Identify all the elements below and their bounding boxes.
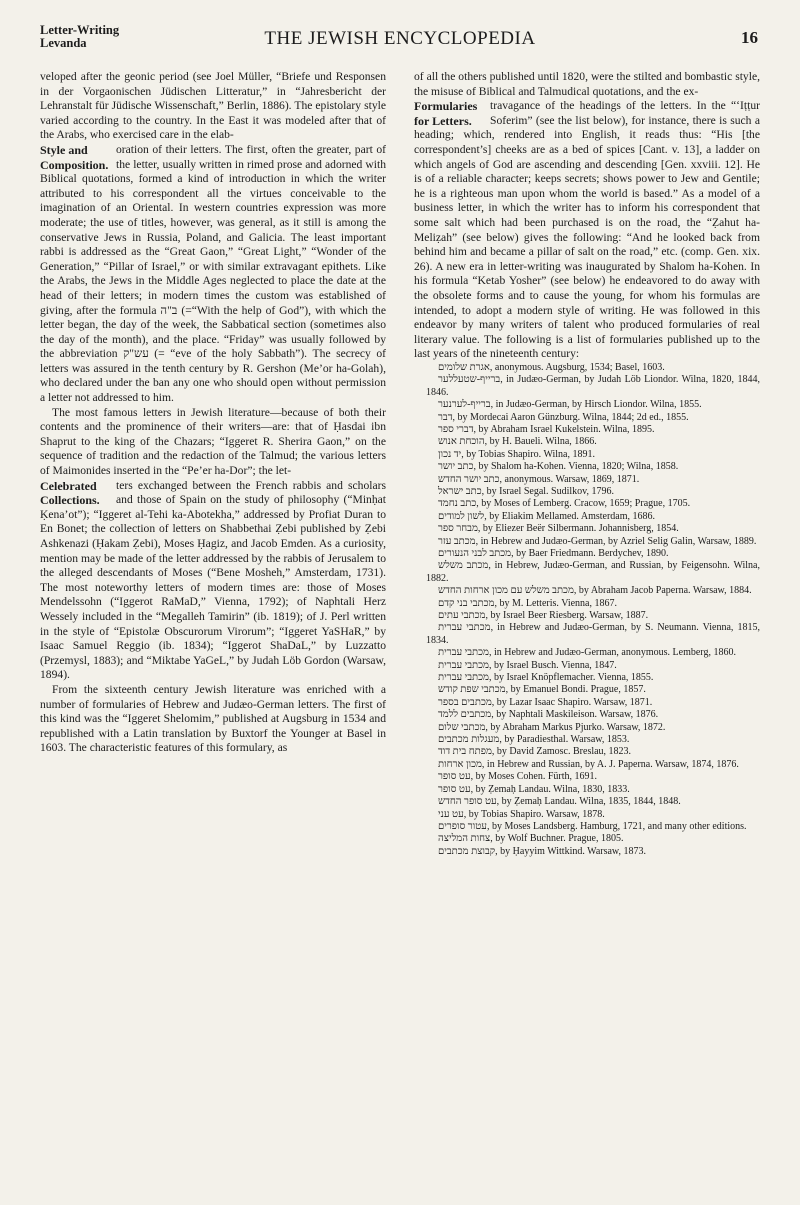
bibliography-entry: מכתבי בני קדם, by M. Letteris. Vienna, 1867. (438, 597, 617, 609)
bibliography-entry: מכתב לבני הנעורים, by Baer Friedmann. Berdychev, 1890. (438, 547, 669, 559)
bibliography-entry: מבחר ספר, by Eliezer Beër Silbermann. Johannisberg, 1854. (438, 523, 679, 535)
page-number: 16 (741, 28, 758, 47)
paragraph: of all the others published until 1820, were the stilted and bombastic style, the misuse of Biblical and Talmudical quotations, and the ex- (414, 70, 760, 98)
publication-title: THE JEWISH ENCYCLOPEDIA (264, 28, 536, 49)
paragraph: ters exchanged between the French rabbis and scholars and those of Spain on the study of philosophy (“Minḥat Ḳena’ot”); “Iggeret al-Tehi ka-Abotekha,” addressed by Profiat Duran to En Bonet; the collection of letters on Shabbethai Ẓebi published by Ẓebi Ashkenazi (Ḥakam Ẓebi), Moses Ḥagiz, and Jacob Emden. As a curiosity, mention may be made of the letter addressed by the rabbis of Jerusalem to the alleged descendants of Moses (“Bene Mosheh,” Amsterdam, 1731). The most noteworthy letters of modern times are: those of Moses Mendelssohn (“Iggerot RaMaD,” Vienna, 1792); of Naphtali Herz Wessely included in the “Megalleh Tamirin” (ib. 1819); of J. Perl written in the style of “Epistolæ Obscurorum Virorum”; “Iggeret YaSHaR,” by Isaac Samuel Reggio (ib. 1834); “Iggerot ShaDaL,” by Luzzatto (Przemysl, 1883); and “Miktabe YaGeL,” by Judah Löb Gordon (Warsaw, 1894). (40, 478, 386, 682)
bibliography-entry: עט סופר, by Ẓemaḥ Landau. Wilna, 1830, 1833. (438, 783, 630, 795)
bibliography-entry: מכתבי עברית, in Hebrew and Judæo-German, by S. Neumann. Vienna, 1815, 1834. (426, 622, 761, 646)
running-head-line-2: Levanda (40, 36, 87, 50)
bibliography-entry: מכתבי עתים, by Israel Beer Riesberg. Warsaw, 1887. (438, 610, 649, 621)
paragraph: From the sixteenth century Jewish literature was enriched with a number of formularies of Hebrew and Judæo-German letters. The first of this kind was the “Iggeret Shelomim,” published at Augsburg in 1534 and republished with a Latin translation by Buxtorf the Younger at Basel in 1603. The characteristic features of this formulary, as (40, 682, 386, 755)
paragraph: oration of their letters. The first, often the greater, part of the letter, usually written in rimed prose and adorned with Biblical quotations, formed a kind of introduction in which the writer attributed to his correspondent all the virtues conceivable to the imagination of an Oriental. In western countries expression was more moderate; the use of titles, however, was general, as it still is among the conservative Jews in Russia, Poland, and Galicia. The least important rabbi is addressed as the “Great Gaon,” “Great Light,” “Wonder of the Generation,” “Pillar of Israel,” or with similar extravagant epithets. Like the Arabs, the Jews in the Middle Ages neglected to place the date at the head of their letters; in modern times the custom was established of giving, after the formula ב"ה (=“With the help of God”), with which the letter began, the day of the week, the Sabbatical section (sometimes also the day of the month), and the place. “Friday” was usually followed by the abbreviation עש"ק (= “eve of the holy Sabbath”). The secrecy of letters was assured in the tenth century by R. Gershon (Me’or ha-Golah), who declared under the ban any one who should open without permission a letter not addressed to him. (40, 142, 386, 405)
paragraph: veloped after the geonic period (see Joel Müller, “Briefe und Responsen in der Vorgaonischen Jüdischen Litteratur,” in “Jahresbericht der Lehranstalt für Jüdische Wissenschaft,” Berlin, 1886). The epistolary style varied according to the country. In the East it was modeled after that of the Arabs, who exercised care in the elab- (40, 70, 386, 142)
paragraph: travagance of the headings of the letters. In the “‘Iṭṭur Soferim” (see the list below), for instance, there is such a heading; which, rendered into English, it reads thus: “His [the correspondent’s] cheeks are as a bed of spices [Cant. v. 13], a ladder on which angels of God are ascending and descending [Gen. xxviii. 12]. He is of a reliable character; keeps secrets; shows power to Jew and Gentile; he is a righteous man upon whom the world is based.” As a model of a business letter, in which the writer has to inform his correspondent that some salt which had been purchased is on the road, the “Ẓahut ha-Meliẓah” (see below) gives the following: “And he looked back from behind him and became a pillar of salt on the road,” etc. (comp. Gen. xix. 26). A new era in letter-writing was inaugurated by Shalom ha-Kohen. In his formula “Ketab Yosher” (see below) he endeavored to do away with the obsolete forms and to cause the young, for whom his formulas are intended, to adopt a modern style of writing. He was followed in this endeavor by many writers of talent who produced formularies of real literary value. The following is a list of formularies published up to the last years of the nineteenth century: (414, 99, 760, 361)
bibliography-entry: מכתבי עברית, by Israel Knöpflemacher. Vienna, 1855. (438, 672, 654, 684)
bibliography-entry: דברי ספר, by Abraham Israel Kukelstein. Wilna, 1895. (438, 423, 655, 435)
bibliography-entry: כתב יושר, by Shalom ha-Kohen. Vienna, 1820; Wilna, 1858. (438, 461, 679, 473)
bibliography-entry: צחות המליצה, by Wolf Buchner. Prague, 1805. (438, 833, 624, 845)
side-note: Celebrated Collections. (40, 478, 100, 508)
bibliography-entry: מכתבי עברית, in Hebrew and Judæo-German, anonymous. Lemberg, 1860. (438, 647, 736, 659)
bibliography-entry: מפתח בית דוד, by David Zamosc. Breslau, 1823. (438, 746, 632, 758)
bibliography-entry: כתב יושר החדש, anonymous. Warsaw, 1869, 1871. (438, 473, 640, 485)
bibliography-entry: מכתב משלש, in Hebrew, Judæo-German, and Russian, by Feigensohn. Wilna, 1882. (426, 560, 760, 584)
bibliography-entry: מכון ארחות, in Hebrew and Russian, by A. J. Paperna. Warsaw, 1874, 1876. (438, 758, 739, 770)
bibliography-entry: אגרת שלומים, anonymous. Augsburg, 1534; Basel, 1603. (438, 361, 665, 373)
bibliography-entry: לשון למודים, by Eliakim Mellamed. Amsterdam, 1686. (438, 510, 656, 522)
paragraph: The most famous letters in Jewish literature—because of both their contents and the prominence of their writers—are: that of Ḥasdai ibn Shaprut to the king of the Chazars; “Iggeret R. Sherira Gaon,” on the sequence of tradition and the redaction of the Talmud; the various letters of Maimonides inserted in the “Pe’er ha-Dor”; the let- (40, 405, 386, 478)
bibliography-entry: ברייף-שטעללער, in Judæo-German, by Judah Löb Liondor. Wilna, 1820, 1844, 1846. (426, 374, 760, 398)
bibliography-entry: מעגלות מכתבים, by Paradiesthal. Warsaw, 1853. (438, 734, 630, 746)
bibliography-entry: עטור סופרים, by Moses Landsberg. Hamburg, 1721, and many other editions. (438, 820, 747, 832)
bibliography-entry: מכתבים בספר, by Lazar Isaac Shapiro. Warsaw, 1871. (438, 696, 653, 708)
bibliography-entry: כתב נחמד, by Moses of Lemberg. Cracow, 1659; Prague, 1705. (438, 498, 691, 510)
bibliography-entry: כתב ישראל, by Israel Segal. Sudilkov, 1796. (438, 485, 615, 497)
right-column (414, 70, 760, 858)
running-head-line-1: Letter-Writing (40, 23, 120, 37)
bibliography-entry: מכתבי שפת קודש, by Emanuel Bondi. Prague, 1857. (438, 684, 646, 696)
bibliography-entry: ברייף-לערנער, in Judæo-German, by Hirsch Liondor. Wilna, 1855. (438, 399, 702, 411)
side-note: Style and Composition. (40, 142, 109, 172)
bibliography-entry: מכתבים ללמד, by Naphtali Maskileison. Warsaw, 1876. (438, 709, 659, 721)
bibliography-entry: מכתבי עברית, by Israel Busch. Vienna, 1847. (438, 659, 617, 671)
bibliography-list (414, 362, 760, 858)
bibliography-entry: מכתבי שלום, by Abraham Markus Pjurko. Warsaw, 1872. (438, 721, 666, 733)
bibliography-entry: עט סופר החדש, by Ẓemaḥ Landau. Wilna, 1835, 1844, 1848. (438, 796, 681, 808)
bibliography-entry: יד נכון, by Tobias Shapiro. Wilna, 1891. (438, 448, 595, 460)
side-note: Formularies for Letters. (414, 99, 478, 128)
bibliography-entry: הוכחת אנוש, by H. Baueli. Wilna, 1866. (438, 436, 597, 448)
bibliography-entry: מכתב עזר, in Hebrew and Judæo-German, by Azriel Selig Galin, Warsaw, 1889. (438, 535, 757, 547)
bibliography-entry: דבר, by Mordecai Aaron Günzburg. Wilna, 1844; 2d ed., 1855. (438, 411, 689, 423)
bibliography-entry: עט עני, by Tobias Shapiro. Warsaw, 1878. (438, 808, 605, 820)
bibliography-entry: עט סופר, by Moses Cohen. Fürth, 1691. (438, 771, 598, 783)
bibliography-entry: קבוצת מכתבים, by Ḥayyim Wittkind. Warsaw, 1873. (438, 845, 646, 857)
bibliography-entry: מכתב משלש עם מכון ארחות החדש, by Abraham Jacob Paperna. Warsaw, 1884. (438, 585, 752, 597)
running-header (0, 18, 800, 58)
left-column (40, 70, 386, 756)
